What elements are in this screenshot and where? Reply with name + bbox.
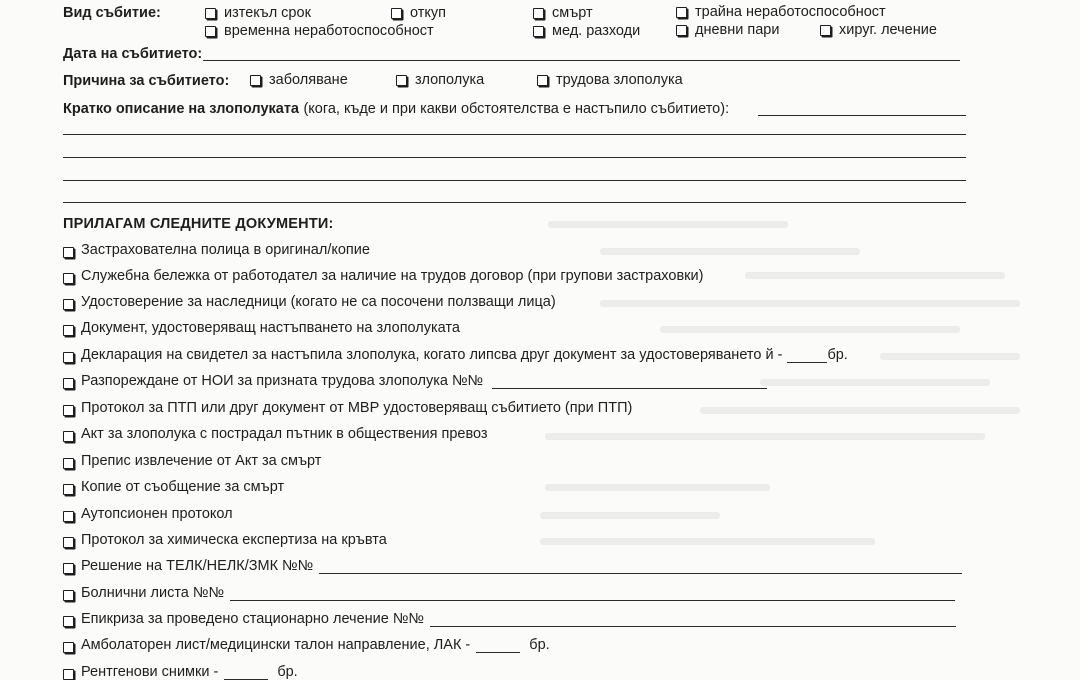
- checkbox[interactable]: [205, 8, 216, 19]
- bleed-through: [760, 379, 990, 386]
- checkbox[interactable]: [63, 247, 74, 258]
- checkbox[interactable]: [396, 75, 407, 86]
- checkbox[interactable]: [250, 75, 261, 86]
- event-cause-label: Причина за събитието:: [63, 73, 230, 89]
- bleed-through: [600, 248, 860, 255]
- event-date-field[interactable]: [203, 60, 960, 61]
- document-item-transport-accident-act[interactable]: Акт за злополука с пострадал пътник в обществения превоз: [63, 426, 488, 442]
- checkbox[interactable]: [63, 590, 74, 601]
- document-item-telk-decision[interactable]: Решение на ТЕЛК/НЕЛК/ЗМК №№: [63, 558, 962, 574]
- event-cause-option-accident[interactable]: злополука: [396, 72, 484, 88]
- checkbox[interactable]: [391, 8, 402, 19]
- event-cause-option-illness[interactable]: заболяване: [250, 72, 348, 88]
- event-type-option-daily-allowance[interactable]: дневни пари: [676, 22, 779, 38]
- checkbox[interactable]: [63, 273, 74, 284]
- document-item-policy[interactable]: Застрахователна полица в оригинал/копие: [63, 242, 370, 258]
- bleed-through: [545, 484, 770, 491]
- event-type-label: Вид събитие:: [63, 5, 161, 21]
- number-field[interactable]: [492, 375, 767, 389]
- description-line-5[interactable]: [63, 202, 966, 203]
- documents-header: ПРИЛАГАМ СЛЕДНИТЕ ДОКУМЕНТИ:: [63, 216, 334, 232]
- checkbox[interactable]: [820, 25, 831, 36]
- checkbox[interactable]: [63, 431, 74, 442]
- description-label: Кратко описание на злополуката (кога, къде и при какви обстоятелства е настъпило събитието):: [63, 101, 730, 117]
- document-item-death-notice[interactable]: Копие от съобщение за смърт: [63, 479, 284, 495]
- description-line-3[interactable]: [63, 157, 966, 158]
- bleed-through: [660, 326, 960, 333]
- checkbox[interactable]: [205, 26, 216, 37]
- bleed-through: [745, 272, 1005, 279]
- count-field[interactable]: [224, 666, 268, 680]
- checkbox[interactable]: [63, 299, 74, 310]
- event-type-option-medical-expenses[interactable]: мед. разходи: [533, 23, 640, 39]
- bleed-through: [700, 407, 1020, 414]
- document-item-blood-expertise[interactable]: Протокол за химическа експертиза на кръвта: [63, 532, 387, 548]
- checkbox[interactable]: [63, 511, 74, 522]
- document-item-x-rays[interactable]: Рентгенови снимки - бр.: [63, 664, 298, 680]
- bleed-through: [540, 538, 875, 545]
- document-item-witness-declaration[interactable]: Декларация на свидетел за настъпила злополука, когато липсва друг документ за удостоверяването й - бр.: [63, 347, 848, 363]
- checkbox[interactable]: [63, 458, 74, 469]
- document-item-autopsy-protocol[interactable]: Аутопсионен протокол: [63, 506, 233, 522]
- document-item-sick-leave[interactable]: Болнични листа №№: [63, 585, 955, 601]
- bleed-through: [600, 300, 1020, 307]
- number-field[interactable]: [430, 613, 956, 627]
- bleed-through: [545, 433, 985, 440]
- document-item-noi-order[interactable]: Разпореждане от НОИ за призната трудова злополука №№: [63, 373, 767, 389]
- bleed-through: [540, 512, 720, 519]
- document-item-death-certificate-extract[interactable]: Препис извлечение от Акт за смърт: [63, 453, 321, 469]
- event-cause-option-work-accident[interactable]: трудова злополука: [537, 72, 683, 88]
- checkbox[interactable]: [533, 26, 544, 37]
- number-field[interactable]: [230, 587, 955, 601]
- description-line-4[interactable]: [63, 180, 966, 181]
- event-type-option-surrender[interactable]: откуп: [391, 5, 446, 21]
- bleed-through: [548, 221, 788, 228]
- event-type-option-surgery[interactable]: хируг. лечение: [820, 22, 937, 38]
- document-item-outpatient-sheet[interactable]: Амболаторен лист/медицински талон направление, ЛАК - бр.: [63, 637, 550, 653]
- event-type-option-permanent-disability[interactable]: трайна неработоспособност: [676, 4, 886, 20]
- document-item-accident-proof[interactable]: Документ, удостоверяващ настъпването на злополуката: [63, 320, 460, 336]
- checkbox[interactable]: [63, 616, 74, 627]
- description-line-2[interactable]: [63, 134, 966, 135]
- checkbox[interactable]: [63, 642, 74, 653]
- document-item-heirs-certificate[interactable]: Удостоверение за наследници (когато не са посочени ползващи лица): [63, 294, 556, 310]
- checkbox[interactable]: [63, 352, 74, 363]
- bleed-through: [880, 353, 1020, 360]
- checkbox[interactable]: [63, 325, 74, 336]
- checkbox[interactable]: [676, 25, 687, 36]
- checkbox[interactable]: [537, 75, 548, 86]
- description-line-1[interactable]: [758, 115, 966, 116]
- document-item-traffic-protocol[interactable]: Протокол за ПТП или друг документ от МВР удостоверяващ събитието (при ПТП): [63, 400, 632, 416]
- checkbox[interactable]: [63, 405, 74, 416]
- count-field[interactable]: [787, 349, 827, 363]
- document-item-employer-certificate[interactable]: Служебна бележка от работодател за наличие на трудов договор (при групови застраховки): [63, 268, 703, 284]
- checkbox[interactable]: [63, 537, 74, 548]
- checkbox[interactable]: [63, 484, 74, 495]
- event-date-label: Дата на събитието:: [63, 46, 203, 62]
- event-type-option-expired[interactable]: изтекъл срок: [205, 5, 311, 21]
- document-item-epicrisis[interactable]: Епикриза за проведено стационарно лечение №№: [63, 611, 956, 627]
- checkbox[interactable]: [676, 7, 687, 18]
- checkbox[interactable]: [63, 378, 74, 389]
- number-field[interactable]: [319, 560, 962, 574]
- event-type-option-death[interactable]: смърт: [533, 5, 593, 21]
- event-type-option-temporary-disability[interactable]: временна неработоспособност: [205, 23, 434, 39]
- checkbox[interactable]: [63, 563, 74, 574]
- checkbox[interactable]: [533, 8, 544, 19]
- count-field[interactable]: [476, 639, 520, 653]
